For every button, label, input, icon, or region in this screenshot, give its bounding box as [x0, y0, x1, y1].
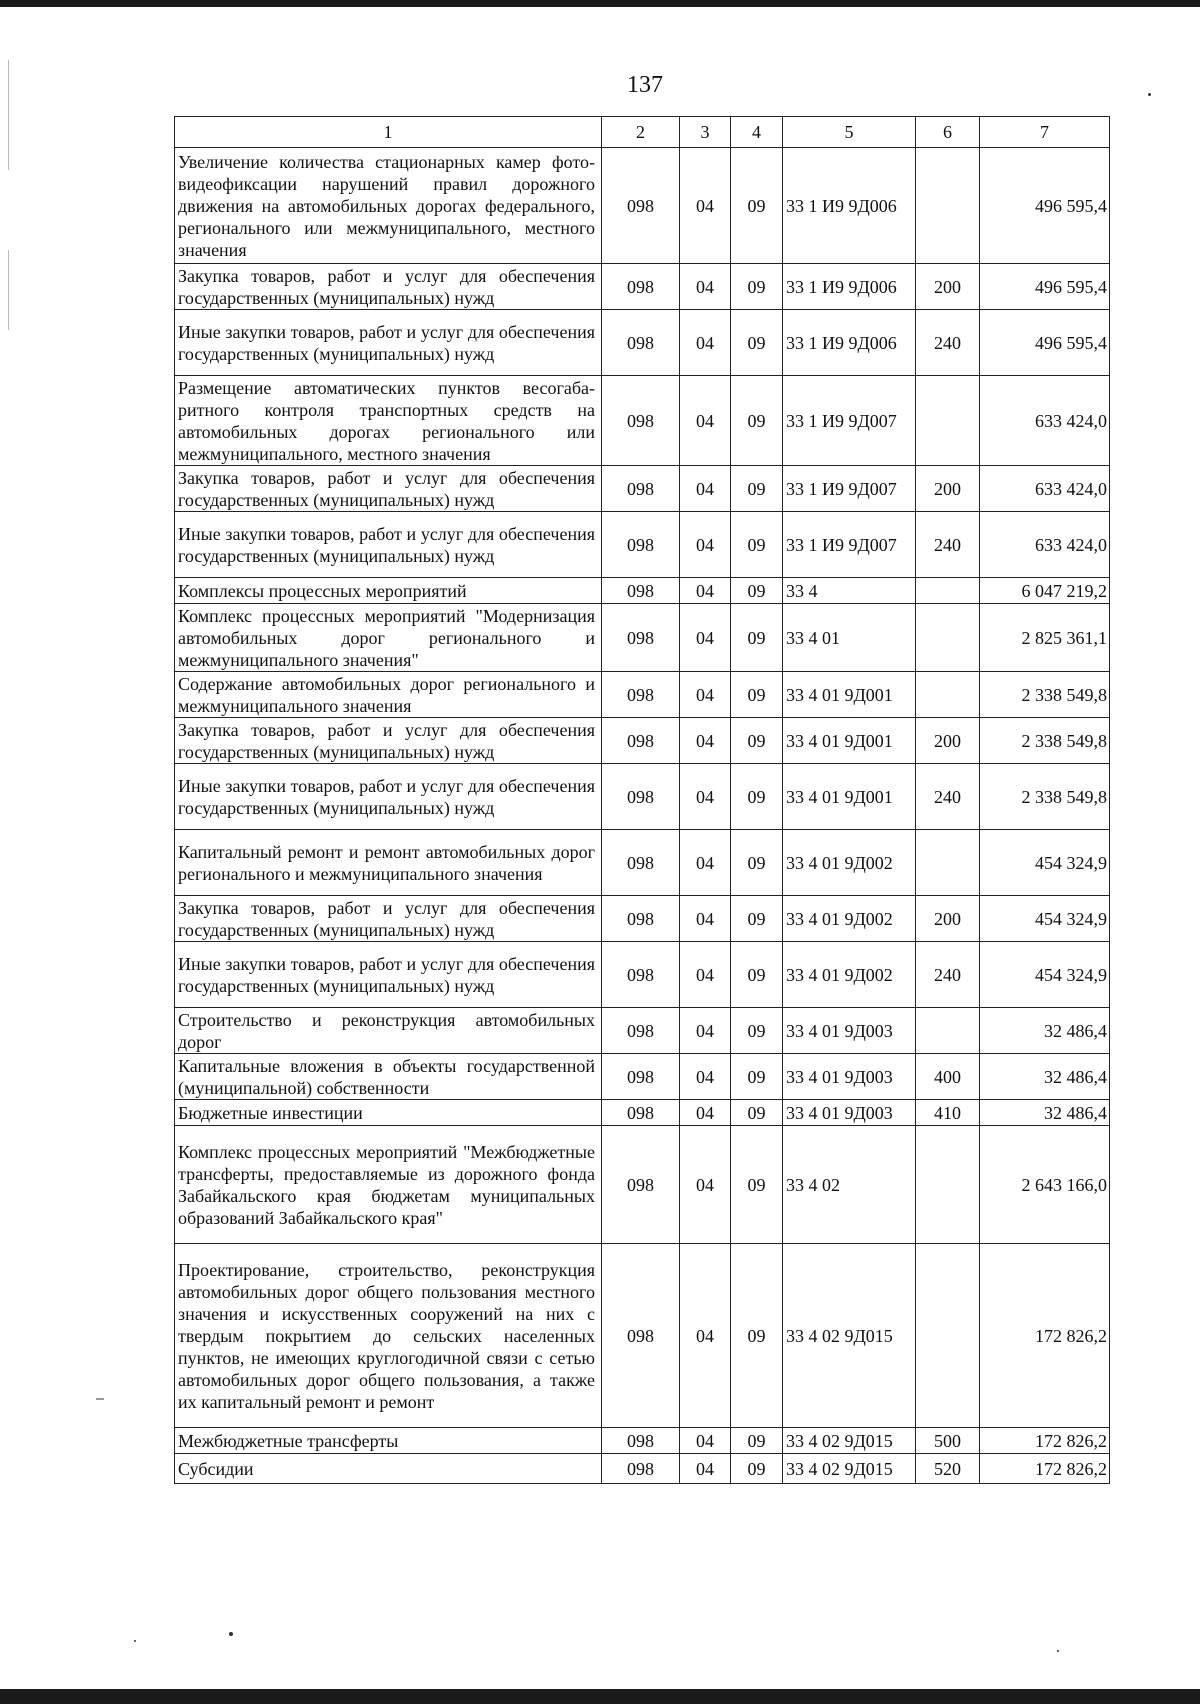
section-code-cell: 04 [680, 1054, 731, 1100]
table-row [175, 672, 1110, 718]
subsection-code-cell: 09 [731, 1428, 783, 1454]
budget-table [174, 116, 1110, 1484]
item-name-cell: Иные закупки товаров, работ и услуг для обеспечения государственных (муниципальных) нужд [175, 764, 602, 830]
expense-type-cell [916, 1008, 980, 1054]
subsection-code-cell: 09 [731, 672, 783, 718]
chapter-code-cell: 098 [602, 1126, 680, 1244]
chapter-code-cell: 098 [602, 718, 680, 764]
item-name-cell: Закупка товаров, работ и услуг для обеспечения государственных (муниципальных) нужд [175, 896, 602, 942]
table-row [175, 1126, 1110, 1244]
table-row [175, 376, 1110, 466]
amount-cell: 172 826,2 [980, 1454, 1110, 1484]
amount-cell: 633 424,0 [980, 466, 1110, 512]
section-code-cell: 04 [680, 148, 731, 264]
header-cell: 1 [175, 117, 602, 148]
target-article-cell: 33 4 01 [783, 604, 916, 672]
subsection-code-cell: 09 [731, 376, 783, 466]
expense-type-cell: 200 [916, 896, 980, 942]
chapter-code-cell: 098 [602, 830, 680, 896]
section-code-cell: 04 [680, 264, 731, 310]
chapter-code-cell: 098 [602, 310, 680, 376]
table-row [175, 148, 1110, 264]
expense-type-cell: 200 [916, 466, 980, 512]
page-number: 137 [627, 72, 663, 98]
section-code-cell: 04 [680, 718, 731, 764]
target-article-cell: 33 1 И9 9Д006 [783, 264, 916, 310]
item-name-cell: Капитальный ремонт и ремонт автомобильных дорог регионального и межмуниципального значения [175, 830, 602, 896]
expense-type-cell: 520 [916, 1454, 980, 1484]
chapter-code-cell: 098 [602, 264, 680, 310]
expense-type-cell [916, 1244, 980, 1428]
section-code-cell: 04 [680, 376, 731, 466]
scan-mark [96, 1398, 104, 1400]
subsection-code-cell: 09 [731, 512, 783, 578]
header-cell: 3 [680, 117, 731, 148]
subsection-code-cell: 09 [731, 578, 783, 604]
table-row [175, 942, 1110, 1008]
scan-bottom-edge [0, 1689, 1200, 1704]
amount-cell: 172 826,2 [980, 1428, 1110, 1454]
table-row [175, 512, 1110, 578]
chapter-code-cell: 098 [602, 376, 680, 466]
chapter-code-cell: 098 [602, 1454, 680, 1484]
item-name-cell: Иные закупки товаров, работ и услуг для обеспечения государственных (муниципальных) нужд [175, 512, 602, 578]
expense-type-cell [916, 672, 980, 718]
header-cell: 4 [731, 117, 783, 148]
table-row [175, 578, 1110, 604]
table-row [175, 718, 1110, 764]
table-header-row [175, 117, 1110, 148]
table-row [175, 1454, 1110, 1484]
amount-cell: 2 338 549,8 [980, 764, 1110, 830]
section-code-cell: 04 [680, 896, 731, 942]
subsection-code-cell: 09 [731, 148, 783, 264]
section-code-cell: 04 [680, 1126, 731, 1244]
target-article-cell: 33 1 И9 9Д007 [783, 376, 916, 466]
scan-speck [1057, 1650, 1059, 1652]
amount-cell: 454 324,9 [980, 896, 1110, 942]
subsection-code-cell: 09 [731, 604, 783, 672]
chapter-code-cell: 098 [602, 764, 680, 830]
subsection-code-cell: 09 [731, 718, 783, 764]
expense-type-cell: 500 [916, 1428, 980, 1454]
item-name-cell: Размещение автоматических пунктов весогабаритного контроля транспортных средств на автомобильных дорогах регионального или межмуниципального, местного значения [175, 376, 602, 466]
chapter-code-cell: 098 [602, 148, 680, 264]
target-article-cell: 33 4 02 9Д015 [783, 1454, 916, 1484]
item-name-cell: Закупка товаров, работ и услуг для обеспечения государственных (муниципальных) нужд [175, 264, 602, 310]
item-name-cell: Увеличение количества стационарных камер фотовидеофиксации нарушений правил дорожного движения на автомобильных дорогах федерального, регионального или межмуниципального, местного значения [175, 148, 602, 264]
scan-speck [229, 1632, 233, 1636]
subsection-code-cell: 09 [731, 942, 783, 1008]
subsection-code-cell: 09 [731, 1100, 783, 1126]
chapter-code-cell: 098 [602, 942, 680, 1008]
table-row [175, 1244, 1110, 1428]
target-article-cell: 33 4 02 9Д015 [783, 1428, 916, 1454]
subsection-code-cell: 09 [731, 310, 783, 376]
table-row [175, 466, 1110, 512]
amount-cell: 2 643 166,0 [980, 1126, 1110, 1244]
amount-cell: 633 424,0 [980, 512, 1110, 578]
amount-cell: 496 595,4 [980, 264, 1110, 310]
amount-cell: 172 826,2 [980, 1244, 1110, 1428]
expense-type-cell: 200 [916, 718, 980, 764]
expense-type-cell: 400 [916, 1054, 980, 1100]
table-row [175, 1008, 1110, 1054]
expense-type-cell: 240 [916, 310, 980, 376]
expense-type-cell: 200 [916, 264, 980, 310]
chapter-code-cell: 098 [602, 672, 680, 718]
chapter-code-cell: 098 [602, 896, 680, 942]
section-code-cell: 04 [680, 1454, 731, 1484]
item-name-cell: Проектирование, строительство, реконструкция автомобильных дорог общего пользования местного значения и искусственных сооружений на них с твердым покрытием до сельских населенных пунктов, не имеющих круглогодичной связи с сетью автомобильных дорог общего пользования, а также их капитальный ремонт и ремонт [175, 1244, 602, 1428]
amount-cell: 2 338 549,8 [980, 718, 1110, 764]
expense-type-cell: 240 [916, 942, 980, 1008]
chapter-code-cell: 098 [602, 512, 680, 578]
item-name-cell: Комплексы процессных мероприятий [175, 578, 602, 604]
item-name-cell: Комплекс процессных мероприятий "Межбюджетные трансферты, предоставляемые из дорожного фонда Забайкальского края бюджетам муниципальных образований Забайкальского края" [175, 1126, 602, 1244]
scan-speck [134, 1640, 136, 1642]
table-row [175, 830, 1110, 896]
subsection-code-cell: 09 [731, 466, 783, 512]
amount-cell: 32 486,4 [980, 1054, 1110, 1100]
section-code-cell: 04 [680, 466, 731, 512]
header-cell: 7 [980, 117, 1110, 148]
amount-cell: 496 595,4 [980, 310, 1110, 376]
section-code-cell: 04 [680, 1244, 731, 1428]
item-name-cell: Капитальные вложения в объекты государственной (муниципальной) собственности [175, 1054, 602, 1100]
header-cell: 2 [602, 117, 680, 148]
subsection-code-cell: 09 [731, 1126, 783, 1244]
table-row [175, 1428, 1110, 1454]
target-article-cell: 33 4 02 9Д015 [783, 1244, 916, 1428]
item-name-cell: Закупка товаров, работ и услуг для обеспечения государственных (муниципальных) нужд [175, 718, 602, 764]
subsection-code-cell: 09 [731, 264, 783, 310]
item-name-cell: Строительство и реконструкция автомобильных дорог [175, 1008, 602, 1054]
target-article-cell: 33 1 И9 9Д007 [783, 512, 916, 578]
section-code-cell: 04 [680, 604, 731, 672]
target-article-cell: 33 4 01 9Д002 [783, 896, 916, 942]
table-row [175, 1100, 1110, 1126]
amount-cell: 32 486,4 [980, 1100, 1110, 1126]
target-article-cell: 33 4 01 9Д002 [783, 942, 916, 1008]
target-article-cell: 33 4 01 9Д001 [783, 718, 916, 764]
target-article-cell: 33 4 01 9Д003 [783, 1100, 916, 1126]
section-code-cell: 04 [680, 578, 731, 604]
item-name-cell: Иные закупки товаров, работ и услуг для обеспечения государственных (муниципальных) нужд [175, 942, 602, 1008]
target-article-cell: 33 1 И9 9Д006 [783, 310, 916, 376]
amount-cell: 496 595,4 [980, 148, 1110, 264]
chapter-code-cell: 098 [602, 1244, 680, 1428]
table-row [175, 604, 1110, 672]
amount-cell: 454 324,9 [980, 830, 1110, 896]
target-article-cell: 33 4 01 9Д002 [783, 830, 916, 896]
subsection-code-cell: 09 [731, 896, 783, 942]
subsection-code-cell: 09 [731, 1244, 783, 1428]
chapter-code-cell: 098 [602, 578, 680, 604]
item-name-cell: Комплекс процессных мероприятий "Модернизация автомобильных дорог регионального и межмуниципального значения" [175, 604, 602, 672]
table-row [175, 764, 1110, 830]
section-code-cell: 04 [680, 1100, 731, 1126]
section-code-cell: 04 [680, 942, 731, 1008]
header-cell: 5 [783, 117, 916, 148]
subsection-code-cell: 09 [731, 1054, 783, 1100]
subsection-code-cell: 09 [731, 1454, 783, 1484]
amount-cell: 32 486,4 [980, 1008, 1110, 1054]
section-code-cell: 04 [680, 1428, 731, 1454]
item-name-cell: Иные закупки товаров, работ и услуг для обеспечения государственных (муниципальных) нужд [175, 310, 602, 376]
chapter-code-cell: 098 [602, 1054, 680, 1100]
chapter-code-cell: 098 [602, 1428, 680, 1454]
amount-cell: 2 338 549,8 [980, 672, 1110, 718]
table-row [175, 310, 1110, 376]
target-article-cell: 33 4 01 9Д001 [783, 672, 916, 718]
item-name-cell: Бюджетные инвестиции [175, 1100, 602, 1126]
section-code-cell: 04 [680, 764, 731, 830]
target-article-cell: 33 4 02 [783, 1126, 916, 1244]
expense-type-cell [916, 830, 980, 896]
subsection-code-cell: 09 [731, 764, 783, 830]
item-name-cell: Межбюджетные трансферты [175, 1428, 602, 1454]
expense-type-cell [916, 148, 980, 264]
section-code-cell: 04 [680, 830, 731, 896]
target-article-cell: 33 4 01 9Д001 [783, 764, 916, 830]
item-name-cell: Закупка товаров, работ и услуг для обеспечения государственных (муниципальных) нужд [175, 466, 602, 512]
section-code-cell: 04 [680, 672, 731, 718]
amount-cell: 633 424,0 [980, 376, 1110, 466]
scan-top-edge [0, 0, 1200, 7]
header-cell: 6 [916, 117, 980, 148]
scan-speck [1148, 93, 1151, 96]
target-article-cell: 33 4 01 9Д003 [783, 1054, 916, 1100]
item-name-cell: Содержание автомобильных дорог регионального и межмуниципального значения [175, 672, 602, 718]
target-article-cell: 33 1 И9 9Д006 [783, 148, 916, 264]
scan-mark [8, 250, 9, 330]
chapter-code-cell: 098 [602, 604, 680, 672]
chapter-code-cell: 098 [602, 466, 680, 512]
chapter-code-cell: 098 [602, 1008, 680, 1054]
amount-cell: 454 324,9 [980, 942, 1110, 1008]
expense-type-cell [916, 604, 980, 672]
expense-type-cell [916, 578, 980, 604]
section-code-cell: 04 [680, 310, 731, 376]
amount-cell: 6 047 219,2 [980, 578, 1110, 604]
expense-type-cell [916, 1126, 980, 1244]
expense-type-cell: 240 [916, 512, 980, 578]
subsection-code-cell: 09 [731, 830, 783, 896]
expense-type-cell: 410 [916, 1100, 980, 1126]
subsection-code-cell: 09 [731, 1008, 783, 1054]
expense-type-cell [916, 376, 980, 466]
target-article-cell: 33 4 01 9Д003 [783, 1008, 916, 1054]
section-code-cell: 04 [680, 1008, 731, 1054]
amount-cell: 2 825 361,1 [980, 604, 1110, 672]
item-name-cell: Субсидии [175, 1454, 602, 1484]
table-row [175, 896, 1110, 942]
chapter-code-cell: 098 [602, 1100, 680, 1126]
section-code-cell: 04 [680, 512, 731, 578]
target-article-cell: 33 1 И9 9Д007 [783, 466, 916, 512]
target-article-cell: 33 4 [783, 578, 916, 604]
table-row [175, 1054, 1110, 1100]
table-row [175, 264, 1110, 310]
expense-type-cell: 240 [916, 764, 980, 830]
scan-mark [8, 60, 9, 170]
